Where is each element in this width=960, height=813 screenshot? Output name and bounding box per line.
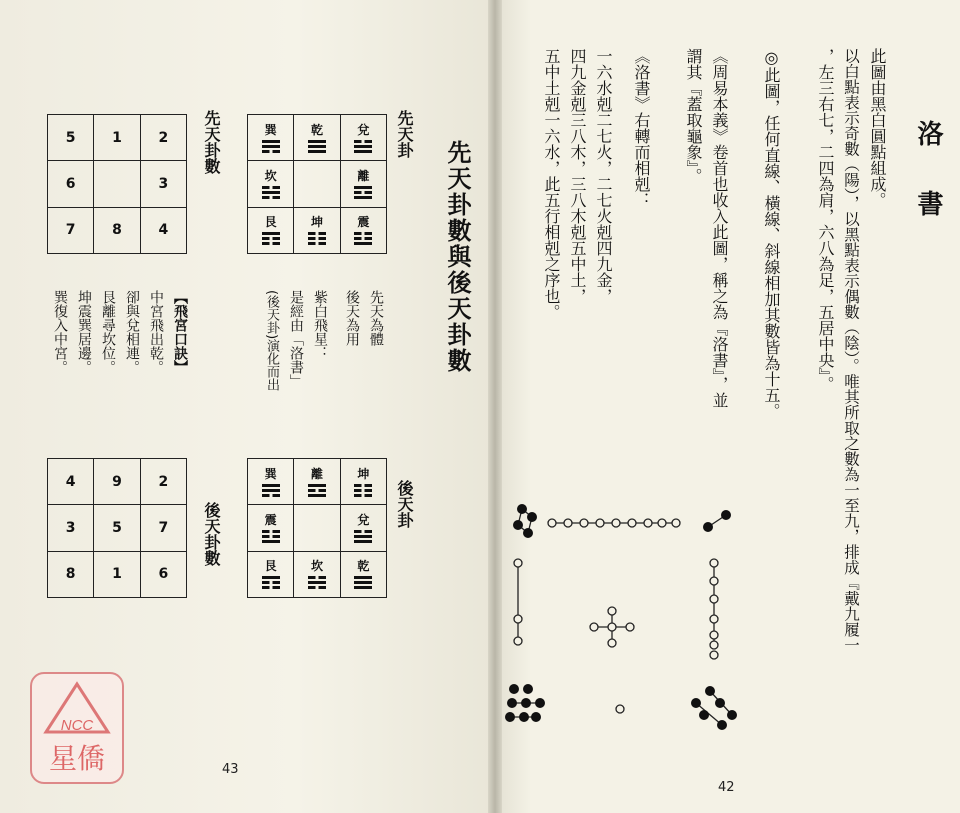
gen-trigram-icon bbox=[262, 576, 280, 589]
body-column: 《洛書》右轉而相剋： bbox=[632, 48, 651, 208]
xiantian-shu-label: 先天卦數 bbox=[202, 110, 221, 174]
triangle-logo-icon bbox=[32, 674, 122, 782]
zhen-trigram-icon bbox=[354, 232, 372, 245]
gua-cell: 震 bbox=[248, 505, 294, 551]
xiantian-gua-grid bbox=[247, 114, 387, 254]
gua-cell-empty bbox=[294, 161, 340, 207]
note-column: 紫白飛星： bbox=[312, 290, 328, 360]
num-cell: 4 bbox=[48, 459, 94, 505]
gua-cell: 離 bbox=[340, 161, 386, 207]
gua-cell: 坤 bbox=[294, 207, 340, 253]
gua-cell: 兌 bbox=[340, 115, 386, 161]
num-cell: 5 bbox=[48, 115, 94, 161]
num-cell: 1 bbox=[94, 551, 140, 597]
num-cell: 7 bbox=[48, 207, 94, 253]
num-cell: 2 bbox=[140, 459, 186, 505]
ncc-logo-stamp bbox=[30, 672, 124, 784]
num-cell: 3 bbox=[140, 161, 186, 207]
num-cell: 8 bbox=[48, 551, 94, 597]
body-column: ，左三右七，二四為肩，六八為足，五居中央』。 bbox=[816, 48, 835, 392]
gua-cell: 震 bbox=[340, 207, 386, 253]
body-column: 此圖由黑白圓點組成。 bbox=[868, 48, 887, 208]
houtian-gua-grid bbox=[247, 458, 387, 598]
num-cell-empty bbox=[94, 161, 140, 207]
num-cell: 4 bbox=[140, 207, 186, 253]
page-number-right: 42 bbox=[718, 780, 735, 795]
houtian-gua-label: 後天卦 bbox=[395, 480, 414, 528]
gua-cell: 乾 bbox=[294, 115, 340, 161]
note-column: 是經由「洛書」 bbox=[288, 290, 304, 388]
kan-trigram-icon bbox=[308, 576, 326, 589]
gua-cell: 乾 bbox=[340, 551, 386, 597]
svg-text:星僑: 星僑 bbox=[48, 744, 106, 775]
gua-cell: 兌 bbox=[340, 505, 386, 551]
houtian-number-grid bbox=[47, 458, 187, 598]
qian-trigram-icon bbox=[308, 140, 326, 153]
body-column: 以白點表示奇數（陽），以黑點表示偶數（陰）。唯其所取之數為一至九，排成『戴九履一 bbox=[842, 48, 860, 653]
verse-column: 中宮飛出乾。 bbox=[148, 290, 164, 374]
kan-trigram-icon bbox=[262, 186, 280, 199]
dui-trigram-icon bbox=[354, 140, 372, 153]
note-column: 先天為體 bbox=[368, 290, 384, 346]
verse-column: 卻與兌相連。 bbox=[124, 290, 140, 374]
qian-trigram-icon bbox=[354, 576, 372, 589]
left-heading: 先天卦數與後天卦數 bbox=[443, 140, 471, 374]
note-column: (後天卦)演化而出 bbox=[264, 290, 279, 392]
right-title: 洛書 bbox=[913, 120, 943, 260]
num-cell: 1 bbox=[94, 115, 140, 161]
gua-cell: 離 bbox=[294, 459, 340, 505]
verse-column: 坤震巽居邊。 bbox=[76, 290, 92, 374]
svg-text:NCC: NCC bbox=[60, 717, 94, 734]
li-trigram-icon bbox=[308, 484, 326, 497]
verse-column: 艮離尋坎位。 bbox=[100, 290, 116, 374]
gua-cell: 巽 bbox=[248, 459, 294, 505]
gen-trigram-icon bbox=[262, 232, 280, 245]
body-column: 五中土剋一六水，此五行相剋之序也。 bbox=[542, 48, 561, 320]
num-cell: 5 bbox=[94, 505, 140, 551]
luoshu-dot-diagram bbox=[500, 495, 760, 765]
body-column: 《周易本義》卷首也收入此圖，稱之為『洛書』，並 bbox=[710, 48, 729, 408]
zhen-trigram-icon bbox=[262, 530, 280, 543]
li-trigram-icon bbox=[354, 186, 372, 199]
gua-cell: 艮 bbox=[248, 207, 294, 253]
gua-cell: 坎 bbox=[294, 551, 340, 597]
xiantian-number-grid bbox=[47, 114, 187, 254]
body-column: ◎此圖，任何直線、橫線、斜線相加其數皆為十五。 bbox=[762, 48, 781, 419]
gua-cell-empty bbox=[294, 505, 340, 551]
xun-trigram-icon bbox=[262, 484, 280, 497]
verse-column: 【飛宮口訣】 bbox=[172, 290, 188, 374]
dui-trigram-icon bbox=[354, 530, 372, 543]
gua-cell: 巽 bbox=[248, 115, 294, 161]
houtian-shu-label: 後天卦數 bbox=[202, 502, 221, 566]
xun-trigram-icon bbox=[262, 140, 280, 153]
num-cell: 2 bbox=[140, 115, 186, 161]
num-cell: 6 bbox=[140, 551, 186, 597]
note-column: 後天為用 bbox=[344, 290, 360, 346]
num-cell: 8 bbox=[94, 207, 140, 253]
num-cell: 9 bbox=[94, 459, 140, 505]
gua-cell: 坎 bbox=[248, 161, 294, 207]
xiantian-gua-label: 先天卦 bbox=[395, 110, 414, 158]
body-column: 四九金剋三八木，三八木剋五中土， bbox=[568, 48, 587, 304]
body-column: 謂其『蓋取龜象』。 bbox=[684, 48, 703, 184]
verse-column: 巽復入中宮。 bbox=[52, 290, 68, 374]
num-cell: 7 bbox=[140, 505, 186, 551]
kun-trigram-icon bbox=[308, 232, 326, 245]
body-column: 一六水剋二七火，二七火剋四九金， bbox=[594, 48, 613, 304]
page-number-left: 43 bbox=[222, 762, 239, 777]
num-cell: 3 bbox=[48, 505, 94, 551]
gua-cell: 艮 bbox=[248, 551, 294, 597]
gua-cell: 坤 bbox=[340, 459, 386, 505]
num-cell: 6 bbox=[48, 161, 94, 207]
kun-trigram-icon bbox=[354, 484, 372, 497]
